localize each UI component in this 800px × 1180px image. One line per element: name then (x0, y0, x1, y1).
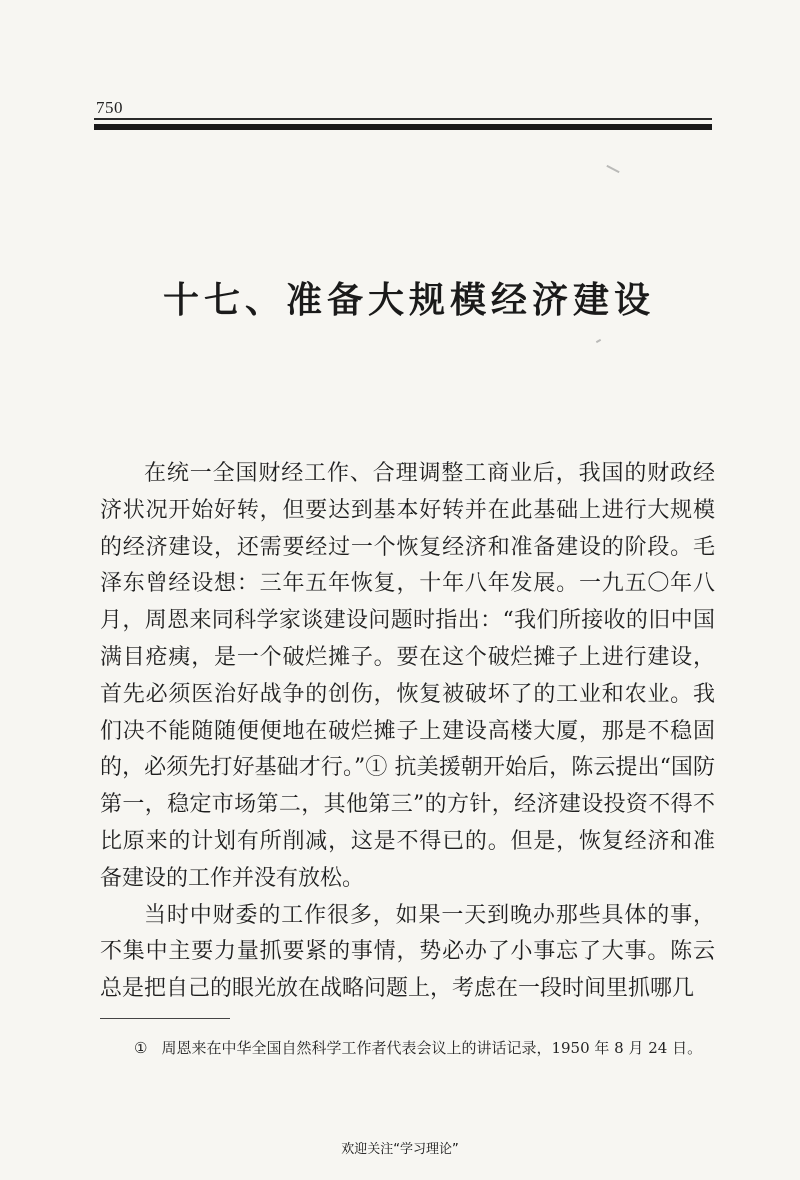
footnote (100, 1036, 715, 1061)
footnote-rule (100, 1018, 230, 1019)
scan-speck (606, 165, 619, 173)
paragraph-text: 在统一全国财经工作、合理调整工商业后，我国的财政经济状况开始好转，但要达到基本好转并在此基础上进行大规模的经济建设，还需要经过一个恢复经济和准备建设的阶段。毛泽东曾经设想：三年五年恢复，十年八年发展。一九五〇年八月，周恩来同科学家谈建设问题时指出：“我们所接收的旧中国满目疮痍，是一个破烂摊子。要在这个破烂摊子上进行建设，首先必须医治好战争的创伤，恢复被破坏了的工业和农业。我们决不能随随便便地在破烂摊子上建设高楼大厦，那是不稳固的，必须先打好基础才行。” (100, 461, 715, 781)
footnote-text: 周恩来在中华全国自然科学工作者代表会议上的讲话记录，1950 年 8 月 24 日。 (161, 1039, 703, 1057)
page-number: 750 (96, 98, 123, 117)
body-text (100, 456, 715, 1008)
header-rule-thick (94, 124, 712, 130)
header-rule-thin (94, 118, 712, 120)
footnote-reference: ① (365, 755, 388, 781)
watermark-caption: 欢迎关注“学习理论” (341, 1142, 459, 1157)
footnote-marker: ① (134, 1039, 148, 1057)
paragraph: 当时中财委的工作很多，如果一天到晚办那些具体的事，不集中主要力量抓要紧的事情，势必办了小事忘了大事。陈云总是把自己的眼光放在战略问题上，考虑在一段时间里抓哪几 (100, 902, 715, 1002)
paragraph-text: 抗美援朝开始后，陈云提出“国防第一，稳定市场第二，其他第三”的方针，经济建设投资不得不比原来的计划有所削减，这是不得已的。但是，恢复经济和准备建设的工作并没有放松。 (100, 755, 715, 891)
paragraph (100, 456, 715, 898)
scan-speck (596, 339, 601, 343)
chapter-title: 十七、准备大规模经济建设 (162, 280, 655, 321)
